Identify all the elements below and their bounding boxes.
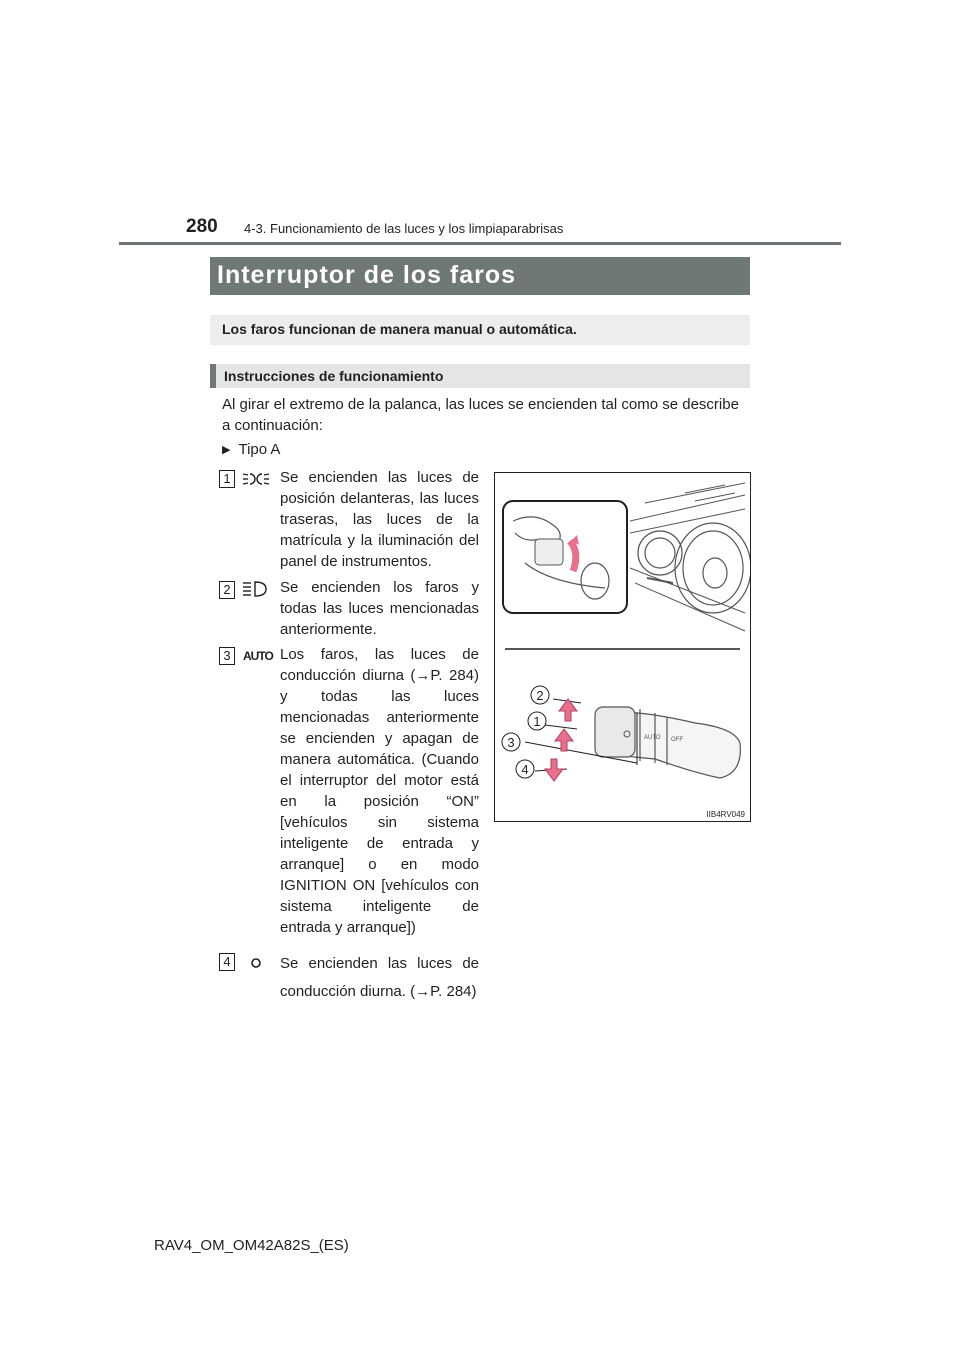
step-number-2: 2 xyxy=(219,581,235,599)
subsection-bar xyxy=(210,364,750,388)
footer-code: RAV4_OM_OM42A82S_(ES) xyxy=(154,1237,349,1254)
type-label-text: Tipo A xyxy=(238,441,281,458)
step-number-3: 3 xyxy=(219,647,235,665)
auto-icon: AUTO xyxy=(243,649,273,663)
header-divider xyxy=(119,242,841,245)
triangle-bullet-icon: ▶ xyxy=(222,444,231,456)
step-number-1: 1 xyxy=(219,470,235,488)
intro-box-text: Los faros funcionan de manera manual o automática. xyxy=(222,321,577,337)
callout-4: 4 xyxy=(521,762,529,777)
callout-1: 1 xyxy=(533,714,541,729)
lever-label-auto: AUTO xyxy=(644,735,661,741)
figure-illustration xyxy=(495,473,750,821)
intro-paragraph: Al girar el extremo de la palanca, las luces se encienden tal como se describe a continuación: xyxy=(222,396,739,434)
page-title: Interruptor de los faros xyxy=(217,261,517,289)
section-header: 4-3. Funcionamiento de las luces y los limpiaparabrisas xyxy=(244,221,564,236)
intro-box xyxy=(210,315,750,345)
figure-code: IIB4RV049 xyxy=(706,810,745,819)
page-number: 280 xyxy=(186,216,218,237)
position-lights-icon xyxy=(242,470,270,488)
subsection-accent xyxy=(210,364,216,388)
subsection-title: Instrucciones de funcionamiento xyxy=(224,368,444,384)
step-text-2: Se encienden los faros y todas las luces mencionadas anteriormente. xyxy=(280,579,479,638)
step-text-4: Se encienden las luces de conducción diurna. (→P. 284) xyxy=(280,955,479,1000)
type-label xyxy=(222,441,280,458)
callout-3: 3 xyxy=(507,735,515,750)
lever-label-off: OFF xyxy=(671,737,683,743)
headlight-icon xyxy=(242,580,268,598)
callout-2: 2 xyxy=(536,688,544,703)
step-number-4: 4 xyxy=(219,953,235,971)
drl-icon xyxy=(248,955,264,971)
step-text-3: Los faros, las luces de conducción diurna (→P. 284) y todas las luces mencionadas anteriormente se encienden y apagan de manera automática. (Cuando el interruptor del motor está en la posición “ON” [vehículos sin sistema inteligente de entrada y arranque] o en modo IGNITION ON [vehículos con sistema inteligente de entrada y arranque]) xyxy=(280,646,479,936)
headlight-switch-figure xyxy=(494,472,751,822)
title-bar xyxy=(210,257,750,295)
step-text-1: Se encienden las luces de posición delanteras, las luces traseras, las luces de la matrícula y la iluminación del panel de instrumentos. xyxy=(280,469,479,570)
